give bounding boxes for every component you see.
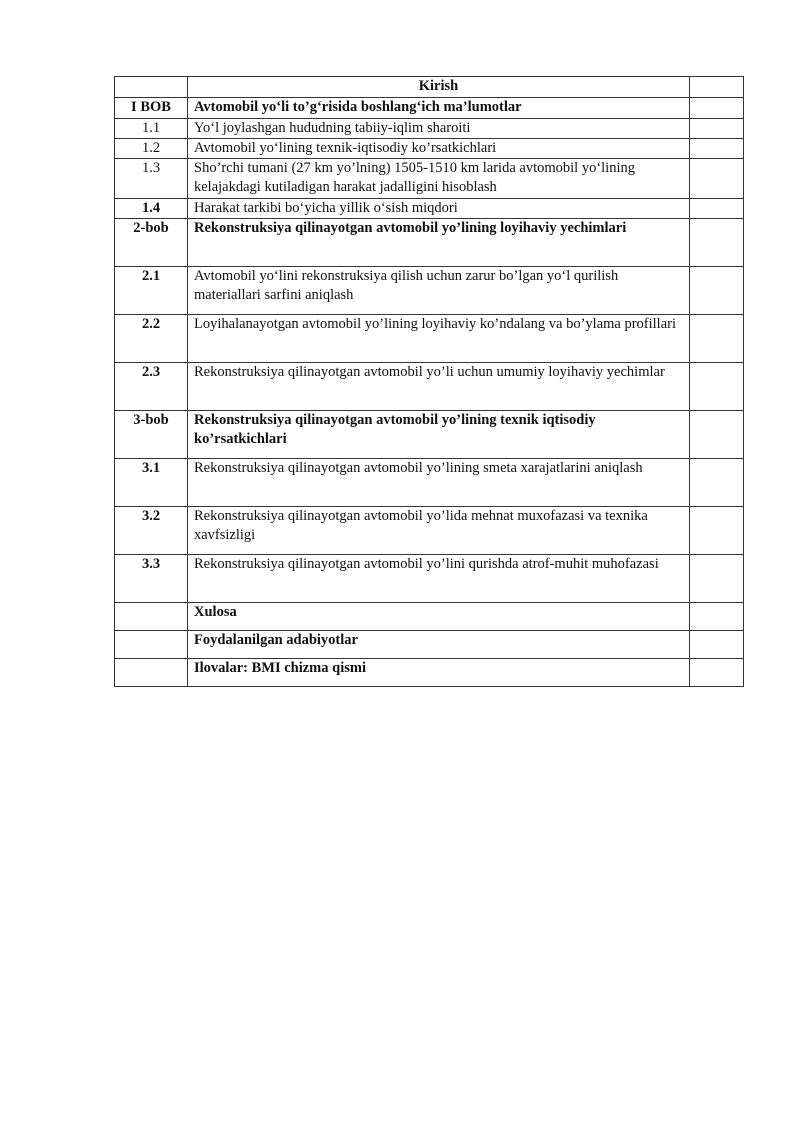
toc-page-number bbox=[690, 631, 744, 659]
toc-section-number: 2.2 bbox=[115, 315, 188, 363]
toc-page-number bbox=[690, 77, 744, 98]
toc-page-number bbox=[690, 507, 744, 555]
toc-row bbox=[115, 659, 744, 687]
toc-page-number bbox=[690, 459, 744, 507]
toc-page-number bbox=[690, 199, 744, 219]
toc-row bbox=[115, 77, 744, 98]
toc-row bbox=[115, 139, 744, 159]
toc-section-number bbox=[115, 603, 188, 631]
toc-section-title: Rekonstruksiya qilinayotgan avtomobil yo’lining smeta xarajatlarini aniqlash bbox=[188, 459, 690, 507]
toc-body bbox=[115, 77, 744, 687]
toc-section-number: 3.3 bbox=[115, 555, 188, 603]
toc-page-number bbox=[690, 159, 744, 199]
toc-section-number bbox=[115, 631, 188, 659]
toc-section-title: Foydalanilgan adabiyotlar bbox=[188, 631, 690, 659]
toc-section-number: 1.1 bbox=[115, 119, 188, 139]
toc-section-number: 2.3 bbox=[115, 363, 188, 411]
toc-row bbox=[115, 267, 744, 315]
toc-section-title: Rekonstruksiya qilinayotgan avtomobil yo’lini qurishda atrof-muhit muhofazasi bbox=[188, 555, 690, 603]
toc-section-number: 2-bob bbox=[115, 219, 188, 267]
toc-section-title: Xulosa bbox=[188, 603, 690, 631]
toc-page-number bbox=[690, 603, 744, 631]
toc-section-number: I BOB bbox=[115, 98, 188, 119]
toc-page-number bbox=[690, 139, 744, 159]
toc-section-number: 3-bob bbox=[115, 411, 188, 459]
toc-row bbox=[115, 459, 744, 507]
toc-row bbox=[115, 363, 744, 411]
toc-section-number: 2.1 bbox=[115, 267, 188, 315]
toc-section-title: Rekonstruksiya qilinayotgan avtomobil yo’li uchun umumiy loyihaviy yechimlar bbox=[188, 363, 690, 411]
toc-section-title: Ilovalar: BMI chizma qismi bbox=[188, 659, 690, 687]
toc-page-number bbox=[690, 315, 744, 363]
toc-page-number bbox=[690, 555, 744, 603]
toc-row bbox=[115, 555, 744, 603]
toc-section-title: Rekonstruksiya qilinayotgan avtomobil yo’lining loyihaviy yechimlari bbox=[188, 219, 690, 267]
toc-page-number bbox=[690, 119, 744, 139]
toc-row bbox=[115, 315, 744, 363]
toc-section-number: 1.4 bbox=[115, 199, 188, 219]
toc-section-number: 3.2 bbox=[115, 507, 188, 555]
toc-section-title: Kirish bbox=[188, 77, 690, 98]
toc-section-title: Avtomobil yo‘lini rekonstruksiya qilish uchun zarur bo’lgan yo‘l qurilish materiallari sarfini aniqlash bbox=[188, 267, 690, 315]
toc-row bbox=[115, 507, 744, 555]
toc-section-number bbox=[115, 659, 188, 687]
toc-page-number bbox=[690, 98, 744, 119]
toc-section-title: Harakat tarkibi bo‘yicha yillik o‘sish miqdori bbox=[188, 199, 690, 219]
toc-section-title: Avtomobil yo‘li to’g‘risida boshlang‘ich ma’lumotlar bbox=[188, 98, 690, 119]
toc-page-number bbox=[690, 659, 744, 687]
toc-row bbox=[115, 219, 744, 267]
toc-section-title: Sho’rchi tumani (27 km yo’lning) 1505-1510 km larida avtomobil yo‘lining kelajakdagi kutiladigan harakat jadalligini hisoblash bbox=[188, 159, 690, 199]
toc-section-number: 1.2 bbox=[115, 139, 188, 159]
table-of-contents bbox=[114, 76, 744, 687]
toc-row bbox=[115, 159, 744, 199]
toc-page-number bbox=[690, 411, 744, 459]
toc-section-number: 3.1 bbox=[115, 459, 188, 507]
toc-row bbox=[115, 631, 744, 659]
toc-row bbox=[115, 603, 744, 631]
toc-page-number bbox=[690, 267, 744, 315]
toc-section-title: Avtomobil yo‘lining texnik-iqtisodiy ko’rsatkichlari bbox=[188, 139, 690, 159]
toc-section-number bbox=[115, 77, 188, 98]
toc-section-title: Rekonstruksiya qilinayotgan avtomobil yo’lining texnik iqtisodiy ko’rsatkichlari bbox=[188, 411, 690, 459]
toc-section-title: Yo‘l joylashgan hududning tabiiy-iqlim sharoiti bbox=[188, 119, 690, 139]
toc-page-number bbox=[690, 363, 744, 411]
toc-section-title: Rekonstruksiya qilinayotgan avtomobil yo’lida mehnat muxofazasi va texnika xavfsizligi bbox=[188, 507, 690, 555]
toc-section-number: 1.3 bbox=[115, 159, 188, 199]
toc-row bbox=[115, 411, 744, 459]
toc-row bbox=[115, 119, 744, 139]
toc-page-number bbox=[690, 219, 744, 267]
toc-row bbox=[115, 98, 744, 119]
toc-row bbox=[115, 199, 744, 219]
toc-section-title: Loyihalanayotgan avtomobil yo’lining loyihaviy ko’ndalang va bo’ylama profillari bbox=[188, 315, 690, 363]
